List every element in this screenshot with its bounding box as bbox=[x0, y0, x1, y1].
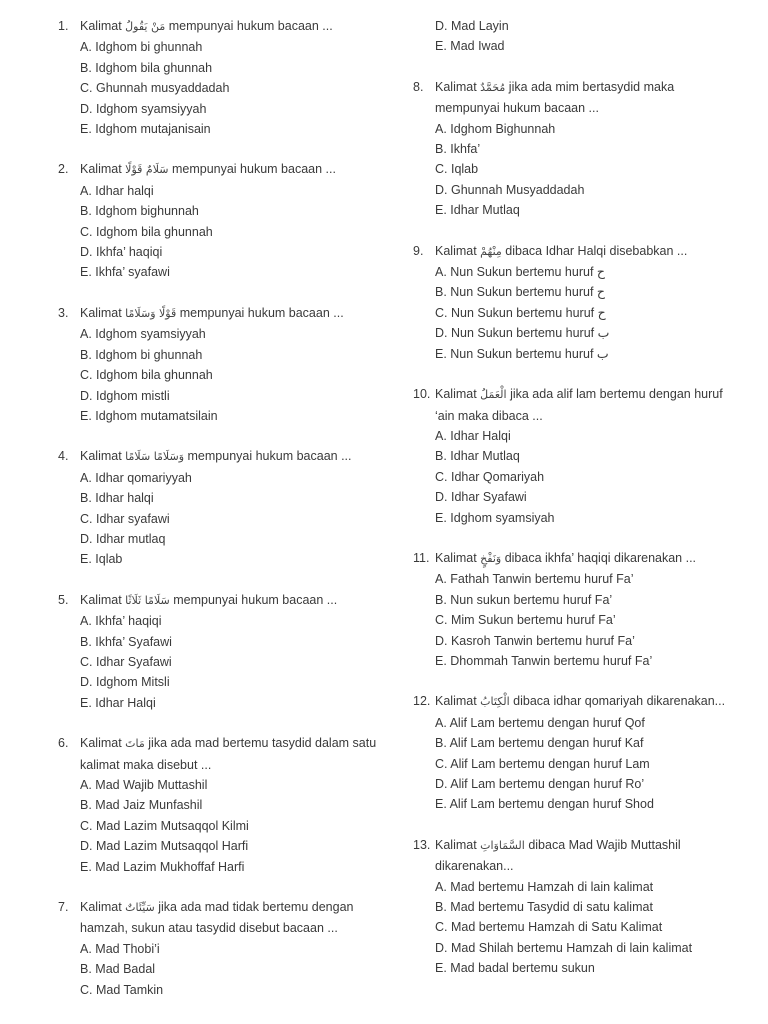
option-e[interactable]: E. Idhar Mutlaq bbox=[435, 203, 520, 218]
question-text: mempunyai hukum bacaan ... bbox=[168, 19, 333, 33]
option-b[interactable]: B. Nun Sukun bertemu huruf ح bbox=[435, 285, 605, 300]
question-continuation: mempunyai hukum bacaan ... bbox=[435, 101, 599, 116]
option-e[interactable]: E. Idghom mutamatsilain bbox=[80, 408, 218, 423]
question-prefix: Kalimat bbox=[80, 736, 122, 751]
option-a[interactable]: A. Idghom Bighunnah bbox=[435, 121, 556, 136]
arabic-text: سَيِّئَاتٌ bbox=[125, 901, 155, 915]
question-continuation: kalimat maka disebut ... bbox=[80, 757, 212, 772]
question-number: 9. bbox=[413, 243, 424, 258]
option-d[interactable]: D. Mad Layin bbox=[435, 19, 509, 33]
question-prefix: Kalimat bbox=[80, 305, 122, 320]
question-number: 2. bbox=[58, 162, 69, 177]
option-b[interactable]: B. Ikhfa’ Syafawi bbox=[80, 634, 172, 649]
option-a[interactable]: A. Mad Thobi’i bbox=[80, 941, 160, 956]
question-text: mempunyai hukum bacaan ... bbox=[179, 305, 344, 320]
option-a[interactable]: A. Mad bertemu Hamzah di lain kalimat bbox=[435, 879, 654, 894]
option-c[interactable]: C. Idghom bila ghunnah bbox=[80, 368, 213, 383]
option-a[interactable]: A. Nun Sukun bertemu huruf ح bbox=[435, 265, 605, 280]
question-prefix: Kalimat bbox=[435, 694, 477, 709]
question-number: 7. bbox=[58, 900, 69, 915]
option-c[interactable]: C. Alif Lam bertemu dengan huruf Lam bbox=[435, 756, 650, 771]
arabic-text: الْعَمَلُ bbox=[480, 388, 507, 402]
question-stem bbox=[58, 897, 403, 918]
question-text: dibaca idhar qomariyah dikarenakan... bbox=[513, 694, 726, 709]
question-prefix: Kalimat bbox=[435, 243, 477, 258]
option-e[interactable]: E. Dhommah Tanwin bertemu huruf Fa’ bbox=[435, 653, 653, 668]
question-prefix: Kalimat bbox=[80, 592, 122, 607]
question-continuation: hamzah, sukun atau tasydid disebut bacaan ... bbox=[80, 921, 338, 936]
option-a[interactable]: A. Idghom syamsiyyah bbox=[80, 327, 206, 342]
question-text: mempunyai hukum bacaan ... bbox=[171, 162, 336, 177]
option-d[interactable]: D. Idghom mistli bbox=[80, 388, 170, 403]
question-stem bbox=[58, 733, 403, 754]
arabic-text: السَّمَاوَاتِ bbox=[480, 838, 525, 852]
option-b[interactable]: B. Mad Jaiz Munfashil bbox=[80, 798, 203, 813]
arabic-text: وَنَفْخٍ bbox=[480, 551, 502, 565]
arabic-text: وَسَلَامًا سَلَامًا bbox=[125, 450, 185, 464]
option-a[interactable]: A. Ikhfa’ haqiqi bbox=[80, 614, 162, 629]
option-e[interactable]: E. Mad Lazim Mukhoffaf Harfi bbox=[80, 859, 245, 874]
option-b[interactable]: B. Nun sukun bertemu huruf Fa’ bbox=[435, 592, 613, 607]
right-column bbox=[413, 16, 758, 999]
question-text: dibaca ikhfa’ haqiqi dikarenakan ... bbox=[504, 550, 697, 565]
question-number: 1. bbox=[58, 19, 69, 33]
option-c[interactable]: C. Ghunnah musyaddadah bbox=[80, 81, 230, 96]
option-e[interactable]: E. Ikhfa’ syafawi bbox=[80, 265, 170, 280]
question-stem bbox=[58, 446, 403, 467]
question-10 bbox=[413, 384, 758, 528]
question-prefix: Kalimat bbox=[80, 900, 122, 915]
arabic-text: قَوْلًا وَسَلَامًا bbox=[125, 306, 177, 320]
option-e[interactable]: E. Mad Iwad bbox=[435, 39, 505, 54]
question-number: 6. bbox=[58, 736, 69, 751]
arabic-text: سَلَامٌ قَوْلًا bbox=[125, 163, 169, 177]
question-prefix: Kalimat bbox=[435, 387, 477, 402]
question-1 bbox=[58, 16, 403, 139]
option-a[interactable]: A. Idhar Halqi bbox=[435, 428, 511, 443]
question-8 bbox=[413, 77, 758, 221]
question-7-continued bbox=[413, 16, 758, 57]
option-d[interactable]: D. Alif Lam bertemu dengan huruf Ro’ bbox=[435, 777, 645, 791]
option-b[interactable]: B. Mad bertemu Tasydid di satu kalimat bbox=[435, 900, 653, 915]
question-5 bbox=[58, 590, 403, 713]
arabic-text: مَنْ يَقُولُ bbox=[125, 20, 166, 33]
option-d[interactable]: D. Idhar Syafawi bbox=[435, 490, 527, 505]
question-stem bbox=[58, 303, 403, 324]
question-11 bbox=[413, 548, 758, 671]
question-prefix: Kalimat bbox=[435, 79, 477, 94]
question-continuation: ‘ain maka dibaca ... bbox=[435, 408, 543, 423]
option-c[interactable]: C. Idghom bila ghunnah bbox=[80, 224, 213, 239]
option-a[interactable]: A. Fathah Tanwin bertemu huruf Fa’ bbox=[435, 572, 634, 587]
option-d[interactable]: D. Ghunnah Musyaddadah bbox=[435, 182, 585, 197]
option-e[interactable]: E. Idghom mutajanisain bbox=[80, 122, 211, 137]
option-a[interactable]: A. Alif Lam bertemu dengan huruf Qof bbox=[435, 715, 645, 730]
arabic-text: سَلَامًا ثَلَاثًا bbox=[125, 593, 170, 607]
option-d[interactable]: D. Kasroh Tanwin bertemu huruf Fa’ bbox=[435, 633, 635, 648]
question-2 bbox=[58, 159, 403, 282]
arabic-text: الْكِتَابُ bbox=[480, 695, 510, 709]
option-e[interactable]: E. Nun Sukun bertemu huruf ب bbox=[435, 346, 609, 361]
question-6 bbox=[58, 733, 403, 877]
question-3 bbox=[58, 303, 403, 426]
question-number: 10. bbox=[413, 387, 431, 402]
option-a[interactable]: A. Idhar halqi bbox=[80, 183, 154, 198]
question-stem bbox=[413, 835, 758, 856]
question-text: jika ada mim bertasydid maka bbox=[508, 79, 675, 94]
question-stem bbox=[58, 590, 403, 611]
arabic-text: مِنْهُمْ bbox=[480, 244, 502, 258]
question-number: 3. bbox=[58, 305, 69, 320]
question-4 bbox=[58, 446, 403, 569]
option-b[interactable]: B. Mad Badal bbox=[80, 962, 156, 977]
option-a[interactable]: A. Idhar qomariyyah bbox=[80, 470, 192, 485]
option-b[interactable]: B. Alif Lam bertemu dengan huruf Kaf bbox=[435, 736, 644, 751]
option-b[interactable]: B. Idhar halqi bbox=[80, 491, 154, 506]
option-a[interactable]: A. Idghom bi ghunnah bbox=[80, 40, 203, 55]
arabic-text: مَاتَ bbox=[125, 737, 145, 751]
arabic-text: مُحَمَّدٌ bbox=[480, 80, 506, 94]
option-c[interactable]: C. Mad bertemu Hamzah di Satu Kalimat bbox=[435, 920, 663, 935]
option-d[interactable]: D. Mad Shilah bertemu Hamzah di lain kalimat bbox=[435, 940, 693, 955]
question-prefix: Kalimat bbox=[80, 449, 122, 464]
option-c[interactable]: C. Iqlab bbox=[435, 162, 479, 177]
option-c[interactable]: C. Mad Lazim Mutsaqqol Kilmi bbox=[80, 818, 249, 833]
question-number: 8. bbox=[413, 79, 424, 94]
question-number: 4. bbox=[58, 449, 69, 464]
question-prefix: Kalimat bbox=[80, 19, 122, 33]
question-number: 13. bbox=[413, 837, 431, 852]
question-prefix: Kalimat bbox=[435, 837, 477, 852]
question-continuation: dikarenakan... bbox=[435, 859, 514, 874]
question-text: jika ada mad tidak bertemu dengan bbox=[158, 900, 354, 915]
option-c[interactable]: C. Nun Sukun bertemu huruf ح bbox=[435, 305, 606, 320]
option-b[interactable]: B. Idghom bi ghunnah bbox=[80, 347, 203, 362]
option-b[interactable]: B. Idghom bighunnah bbox=[80, 204, 199, 219]
question-prefix: Kalimat bbox=[80, 162, 122, 177]
option-b[interactable]: B. Idhar Mutlaq bbox=[435, 449, 520, 464]
question-prefix: Kalimat bbox=[435, 550, 477, 565]
option-d[interactable]: D. Idhar mutlaq bbox=[80, 531, 166, 546]
option-e[interactable]: E. Alif Lam bertemu dengan huruf Shod bbox=[435, 797, 654, 812]
left-column bbox=[58, 16, 403, 1020]
option-d[interactable]: D. Idghom Mitsli bbox=[80, 675, 170, 690]
question-text: jika ada mad bertemu tasydid dalam satu bbox=[148, 736, 377, 751]
option-c[interactable]: C. Idhar Qomariyah bbox=[435, 469, 545, 484]
question-stem bbox=[413, 691, 758, 712]
question-text: mempunyai hukum bacaan ... bbox=[173, 592, 338, 607]
option-e[interactable]: E. Iqlab bbox=[80, 552, 123, 567]
option-c[interactable]: C. Mim Sukun bertemu huruf Fa’ bbox=[435, 613, 616, 628]
question-stem bbox=[413, 77, 758, 98]
question-number: 5. bbox=[58, 592, 69, 607]
question-stem bbox=[413, 548, 758, 569]
question-stem bbox=[58, 16, 403, 37]
option-e[interactable]: E. Mad badal bertemu sukun bbox=[435, 961, 595, 976]
question-text: dibaca Idhar Halqi disebabkan ... bbox=[505, 243, 688, 258]
question-text: mempunyai hukum bacaan ... bbox=[187, 449, 352, 464]
question-9 bbox=[413, 241, 758, 364]
option-e[interactable]: E. Idghom syamsiyah bbox=[435, 510, 555, 525]
question-13 bbox=[413, 835, 758, 979]
option-c[interactable]: C. Idhar Syafawi bbox=[80, 654, 172, 669]
question-number: 11. bbox=[413, 550, 430, 565]
question-text: jika ada alif lam bertemu dengan huruf bbox=[510, 387, 723, 402]
question-number: 12. bbox=[413, 694, 431, 709]
option-d[interactable]: D. Idghom syamsiyyah bbox=[80, 101, 207, 116]
option-b[interactable]: B. Ikhfa’ bbox=[435, 142, 481, 157]
question-stem bbox=[58, 159, 403, 180]
option-d[interactable]: D. Nun Sukun bertemu huruf ب bbox=[435, 326, 610, 341]
option-b[interactable]: B. Idghom bila ghunnah bbox=[80, 60, 213, 75]
question-text: dibaca Mad Wajib Muttashil bbox=[528, 837, 681, 852]
question-stem bbox=[413, 241, 758, 262]
option-c[interactable]: C. Mad Tamkin bbox=[80, 982, 164, 997]
option-e[interactable]: E. Idhar Halqi bbox=[80, 695, 156, 710]
option-d[interactable]: D. Mad Lazim Mutsaqqol Harfi bbox=[80, 839, 249, 854]
option-d[interactable]: D. Ikhfa’ haqiqi bbox=[80, 245, 163, 260]
option-a[interactable]: A. Mad Wajib Muttashil bbox=[80, 778, 208, 792]
question-12 bbox=[413, 691, 758, 814]
question-7 bbox=[58, 897, 403, 1000]
question-stem bbox=[413, 384, 758, 405]
option-c[interactable]: C. Idhar syafawi bbox=[80, 511, 170, 526]
